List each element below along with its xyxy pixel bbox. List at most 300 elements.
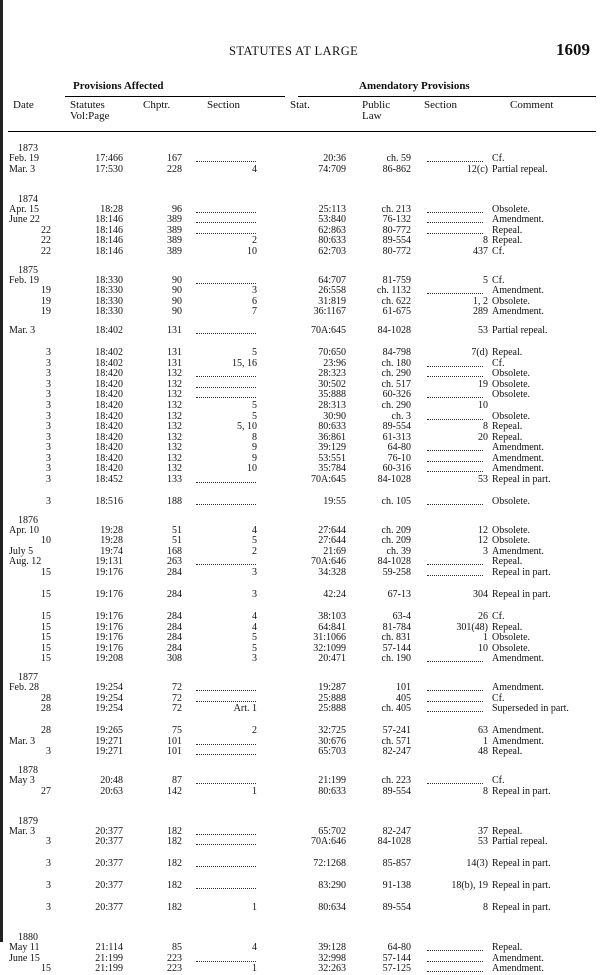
comment-cell: Obsolete. [492, 378, 531, 390]
public-law-cell: 76-132 [382, 214, 411, 226]
table-row [0, 964, 608, 975]
group-amendatory-provisions: Amendatory Provisions [359, 80, 470, 92]
date-cell: 3 [46, 442, 51, 454]
chapter-cell: 133 [167, 474, 182, 486]
leader-dots [427, 971, 483, 972]
stat-cell: 70A:646 [311, 556, 346, 568]
year-block [0, 143, 608, 187]
stat-cell: 31:819 [318, 295, 346, 307]
date-cell: 3 [46, 746, 51, 758]
leader-dots [427, 450, 483, 451]
chapter-cell: 101 [167, 735, 182, 747]
section-cell: 4 [252, 611, 257, 623]
statutes-cell: 19:254 [95, 692, 123, 704]
stat-cell: 28:313 [318, 399, 346, 411]
date-cell: 3 [46, 452, 51, 464]
date-cell: 3 [46, 463, 51, 475]
section-cell: Art. 1 [233, 703, 257, 715]
chapter-cell: 75 [172, 725, 182, 737]
public-law-cell: 81-759 [382, 274, 411, 286]
date-cell: 28 [41, 703, 51, 715]
date-cell: July 5 [9, 545, 34, 557]
statutes-cell: 18:420 [95, 378, 123, 390]
chapter-cell: 223 [167, 963, 182, 975]
chapter-cell: 389 [167, 214, 182, 226]
chapter-cell: 389 [167, 245, 182, 257]
chapter-cell: 263 [167, 556, 182, 568]
law-section-cell: 20 [478, 431, 488, 443]
date-cell: May 11 [9, 942, 40, 954]
law-section-cell: 26 [478, 611, 488, 623]
statutes-cell: 18:420 [95, 442, 123, 454]
law-section-cell: 304 [473, 589, 488, 601]
public-law-cell: ch. 571 [381, 735, 411, 747]
public-law-cell: ch. 405 [381, 703, 411, 715]
leader-dots [196, 690, 256, 691]
law-section-cell: 8 [483, 785, 488, 797]
law-section-cell: 63 [478, 725, 488, 737]
chapter-cell: 96 [172, 203, 182, 215]
chapter-cell: 188 [167, 496, 182, 508]
stat-cell: 53:840 [318, 214, 346, 226]
section-cell: 5 [252, 410, 257, 422]
leader-dots [196, 376, 256, 377]
section-cell: 10 [247, 463, 257, 475]
chapter-cell: 389 [167, 235, 182, 247]
public-law-cell: ch. 517 [381, 378, 411, 390]
public-law-cell: 84-1028 [377, 324, 411, 336]
comment-cell: Repeal in part. [492, 858, 551, 870]
comment-cell: Amendment. [492, 452, 544, 464]
stat-cell: 64:707 [318, 274, 346, 286]
leader-dots [427, 783, 483, 784]
stat-cell: 35:888 [318, 389, 346, 401]
leader-dots [196, 834, 256, 835]
stat-cell: 38:103 [318, 611, 346, 623]
stat-cell: 20:471 [318, 653, 346, 665]
stat-cell: 64:841 [318, 621, 346, 633]
chapter-cell: 72 [172, 703, 182, 715]
chapter-cell: 72 [172, 682, 182, 693]
leader-dots [427, 293, 483, 294]
chapter-cell: 284 [167, 621, 182, 633]
chapter-cell: 228 [167, 163, 182, 175]
comment-cell: Superseded in part. [492, 703, 569, 715]
stat-cell: 65:703 [318, 746, 346, 758]
chapter-cell: 132 [167, 431, 182, 443]
chapter-cell: 182 [167, 825, 182, 837]
leader-dots [427, 471, 483, 472]
law-section-cell: 14(3) [466, 858, 488, 870]
statutes-cell: 18:28 [100, 203, 123, 215]
stat-cell: 23:96 [323, 357, 346, 369]
date-cell: 3 [46, 431, 51, 443]
year-label: 1873 [18, 143, 38, 154]
group-provisions-affected: Provisions Affected [73, 80, 164, 92]
page-number: 1609 [556, 40, 590, 59]
chapter-cell: 284 [167, 567, 182, 579]
statutes-cell: 18:146 [95, 245, 123, 257]
leader-dots [427, 564, 483, 565]
leader-dots [196, 387, 256, 388]
law-section-cell: 8 [483, 235, 488, 247]
leader-dots [427, 376, 483, 377]
table-row [0, 747, 608, 758]
comment-cell: Repeal in part. [492, 567, 551, 579]
comment-cell: Amendment. [492, 682, 544, 693]
stat-cell: 30:502 [318, 378, 346, 390]
public-law-cell: 57-144 [382, 952, 411, 964]
header-public: Public [362, 99, 391, 111]
statutes-cell: 18:420 [95, 410, 123, 422]
statutes-cell: 18:452 [95, 474, 123, 486]
comment-cell: Cf. [492, 774, 505, 786]
section-cell: 3 [252, 567, 257, 579]
comment-cell: Repeal. [492, 431, 523, 443]
stat-cell: 80:633 [318, 785, 346, 797]
leader-dots [427, 701, 483, 702]
stat-cell: 21:69 [323, 545, 346, 557]
public-law-cell: ch. 105 [381, 496, 411, 508]
date-cell: 22 [41, 235, 51, 247]
section-cell: 7 [252, 306, 257, 318]
table-row [0, 326, 608, 348]
chapter-cell: 284 [167, 632, 182, 644]
column-headers [0, 100, 608, 130]
public-law-cell: ch. 39 [386, 545, 411, 557]
stat-cell: 70A:646 [311, 836, 346, 848]
header-law: Law [362, 110, 382, 122]
public-law-cell: 64-80 [387, 442, 411, 454]
chapter-cell: 284 [167, 589, 182, 601]
stat-cell: 70A:645 [311, 474, 346, 486]
year-label: 1878 [18, 764, 38, 776]
public-law-cell: 84-1028 [377, 556, 411, 568]
statutes-cell: 19:176 [95, 632, 123, 644]
statutes-cell: 19:176 [95, 567, 123, 579]
provisions-table [0, 136, 608, 975]
comment-cell: Repeal. [492, 556, 523, 568]
statutes-cell: 18:402 [95, 346, 123, 358]
chapter-cell: 182 [167, 902, 182, 914]
comment-cell: Repeal. [492, 224, 523, 236]
section-cell: 3 [252, 285, 257, 297]
date-cell: 10 [41, 535, 51, 547]
section-cell: 3 [252, 653, 257, 665]
leader-dots [427, 950, 483, 951]
comment-cell: Partial repeal. [492, 163, 548, 175]
date-cell: 15 [41, 632, 51, 644]
year-label: 1877 [18, 672, 38, 683]
comment-cell: Repeal in part. [492, 589, 551, 601]
comment-cell: Repeal. [492, 235, 523, 247]
stat-cell: 65:702 [318, 825, 346, 837]
stat-cell: 34:328 [318, 567, 346, 579]
law-section-cell: 8 [483, 421, 488, 433]
header-volpage: Vol:Page [70, 110, 110, 122]
stat-cell: 80:634 [318, 902, 346, 914]
public-law-cell: 81-784 [382, 621, 411, 633]
law-section-cell: 1 [483, 735, 488, 747]
date-cell: 3 [46, 902, 51, 914]
header-date: Date [13, 99, 34, 111]
stat-cell: 39:129 [318, 442, 346, 454]
stat-cell: 83:290 [318, 880, 346, 892]
public-law-cell: 89-554 [382, 902, 411, 914]
leader-dots [427, 212, 483, 213]
comment-cell: Cf. [492, 274, 505, 286]
public-law-cell: 61-313 [382, 431, 411, 443]
date-cell: Aug. 12 [9, 556, 42, 568]
year-block [0, 515, 608, 665]
date-cell: 3 [46, 357, 51, 369]
public-law-cell: 84-1028 [377, 474, 411, 486]
table-row [0, 776, 608, 787]
law-section-cell: 8 [483, 902, 488, 914]
date-cell: June 22 [9, 214, 40, 226]
leader-dots [196, 754, 256, 755]
public-law-cell: 91-138 [382, 880, 411, 892]
stat-cell: 32:998 [318, 952, 346, 964]
stat-cell: 21:199 [318, 774, 346, 786]
table-row [0, 943, 608, 954]
leader-dots [196, 161, 256, 162]
chapter-cell: 182 [167, 836, 182, 848]
statutes-cell: 19:254 [95, 703, 123, 715]
table-row [0, 704, 608, 726]
stat-cell: 28:323 [318, 368, 346, 380]
comment-cell: Obsolete. [492, 410, 531, 422]
statutes-cell: 18:420 [95, 452, 123, 464]
chapter-cell: 168 [167, 545, 182, 557]
chapter-cell: 142 [167, 785, 182, 797]
date-cell: 3 [46, 836, 51, 848]
chapter-cell: 132 [167, 410, 182, 422]
law-section-cell: 12 [478, 535, 488, 547]
stat-cell: 62:703 [318, 245, 346, 257]
stat-cell: 70A:645 [311, 324, 346, 336]
section-cell: 5 [252, 642, 257, 654]
leader-dots [427, 419, 483, 420]
chapter-cell: 223 [167, 952, 182, 964]
comment-cell: Amendment. [492, 463, 544, 475]
statutes-cell: 20:377 [95, 880, 123, 892]
date-cell: 15 [41, 611, 51, 623]
date-cell: Apr. 10 [9, 524, 39, 536]
group-rule-affected [65, 96, 285, 97]
date-cell: 27 [41, 785, 51, 797]
statutes-cell: 21:199 [95, 952, 123, 964]
header-statutes: Statutes [70, 99, 105, 111]
statutes-cell: 18:146 [95, 224, 123, 236]
comment-cell: Repeal. [492, 825, 523, 837]
stat-cell: 30:90 [323, 410, 346, 422]
comment-cell: Amendment. [492, 735, 544, 747]
statutes-cell: 19:254 [95, 682, 123, 693]
public-law-cell: ch. 213 [381, 203, 411, 215]
statutes-cell: 17:466 [95, 153, 123, 164]
statutes-cell: 21:199 [95, 963, 123, 975]
leader-dots [427, 397, 483, 398]
comment-cell: Repeal in part. [492, 902, 551, 914]
year-label: 1875 [18, 264, 38, 276]
statutes-cell: 19:271 [95, 735, 123, 747]
comment-cell: Cf. [492, 357, 505, 369]
comment-cell: Obsolete. [492, 524, 531, 536]
stat-cell: 62:863 [318, 224, 346, 236]
chapter-cell: 131 [167, 357, 182, 369]
section-cell: 5 [252, 399, 257, 411]
section-cell: 6 [252, 295, 257, 307]
comment-cell: Repeal in part. [492, 880, 551, 892]
stat-cell: 36:1167 [313, 306, 346, 318]
year-block [0, 765, 608, 809]
comment-cell: Repeal. [492, 942, 523, 954]
comment-cell: Cf. [492, 692, 505, 704]
date-cell: 19 [41, 285, 51, 297]
leader-dots [196, 333, 256, 334]
header-section: Section [207, 99, 240, 111]
chapter-cell: 284 [167, 611, 182, 623]
stat-cell: 74:709 [318, 163, 346, 175]
law-section-cell: 5 [483, 274, 488, 286]
date-cell: 3 [46, 880, 51, 892]
table-row [0, 236, 608, 247]
public-law-cell: ch. 831 [381, 632, 411, 644]
chapter-cell: 101 [167, 746, 182, 758]
statutes-cell: 21:114 [95, 942, 123, 954]
year-label: 1874 [18, 193, 38, 205]
date-cell: May 3 [9, 774, 35, 786]
date-cell: 3 [46, 346, 51, 358]
public-law-cell: 57-241 [382, 725, 411, 737]
statutes-cell: 18:330 [95, 274, 123, 286]
comment-cell: Obsolete. [492, 203, 531, 215]
statutes-cell: 20:377 [95, 858, 123, 870]
public-law-cell: ch. 59 [386, 153, 411, 164]
table-row [0, 348, 608, 359]
running-title: STATUTES AT LARGE [229, 44, 359, 58]
date-cell: 3 [46, 389, 51, 401]
statutes-cell: 18:420 [95, 431, 123, 443]
stat-cell: 32:263 [318, 963, 346, 975]
table-row [0, 568, 608, 590]
statutes-cell: 18:516 [95, 496, 123, 508]
chapter-cell: 308 [167, 653, 182, 665]
year-label: 1879 [18, 815, 38, 827]
statutes-cell: 19:271 [95, 746, 123, 758]
statutes-cell: 19:208 [95, 653, 123, 665]
law-section-cell: 53 [478, 836, 488, 848]
law-section-cell: 37 [478, 825, 488, 837]
leader-dots [196, 701, 256, 702]
leader-dots [427, 233, 483, 234]
public-law-cell: ch. 209 [381, 535, 411, 547]
comment-cell: Repeal. [492, 421, 523, 433]
public-law-cell: 63-4 [392, 611, 411, 623]
stat-cell: 27:644 [318, 535, 346, 547]
statutes-cell: 19:131 [95, 556, 123, 568]
section-cell: 3 [252, 589, 257, 601]
leader-dots [196, 482, 256, 483]
stat-cell: 19:55 [323, 496, 346, 508]
chapter-cell: 72 [172, 692, 182, 704]
section-cell: 15, 16 [232, 357, 257, 369]
date-cell: 3 [46, 368, 51, 380]
statutes-cell: 18:402 [95, 357, 123, 369]
public-law-cell: 89-554 [382, 785, 411, 797]
statutes-cell: 19:28 [100, 535, 123, 547]
law-section-cell: 7(d) [471, 346, 488, 358]
date-cell: 15 [41, 963, 51, 975]
law-section-cell: 12 [478, 524, 488, 536]
date-cell: 28 [41, 725, 51, 737]
comment-cell: Amendment. [492, 952, 544, 964]
table-row [0, 787, 608, 809]
chapter-cell: 131 [167, 324, 182, 336]
statutes-cell: 18:330 [95, 285, 123, 297]
section-cell: 4 [252, 524, 257, 536]
public-law-cell: 84-1028 [377, 836, 411, 848]
statutes-cell: 19:74 [100, 545, 123, 557]
stat-cell: 19:287 [318, 682, 346, 693]
comment-cell: Cf. [492, 245, 505, 257]
comment-cell: Cf. [492, 153, 505, 164]
date-cell: 15 [41, 567, 51, 579]
stat-cell: 25:888 [318, 703, 346, 715]
leader-dots [196, 888, 256, 889]
comment-cell: Obsolete. [492, 642, 531, 654]
section-cell: 4 [252, 942, 257, 954]
comment-cell: Amendment. [492, 285, 544, 297]
table-row [0, 154, 608, 165]
leader-dots [196, 233, 256, 234]
date-cell: Feb. 19 [9, 153, 39, 164]
public-law-cell: ch. 290 [381, 399, 411, 411]
public-law-cell: 84-798 [382, 346, 411, 358]
chapter-cell: 132 [167, 452, 182, 464]
header-comment: Comment [510, 99, 554, 111]
table-row [0, 247, 608, 258]
public-law-cell: ch. 290 [381, 368, 411, 380]
table-row [0, 307, 608, 318]
public-law-cell: ch. 209 [381, 524, 411, 536]
section-cell: 9 [252, 452, 257, 464]
chapter-cell: 284 [167, 642, 182, 654]
date-cell: 15 [41, 621, 51, 633]
date-cell: 3 [46, 858, 51, 870]
stat-cell: 80:633 [318, 421, 346, 433]
chapter-cell: 182 [167, 880, 182, 892]
public-law-cell: 101 [396, 682, 411, 693]
leader-dots [196, 564, 256, 565]
comment-cell: Repeal. [492, 621, 523, 633]
year-block [0, 265, 608, 508]
leader-dots [427, 461, 483, 462]
statutes-cell: 18:402 [95, 324, 123, 336]
law-section-cell: 19 [478, 378, 488, 390]
public-law-cell: ch. 1132 [376, 285, 411, 297]
leader-dots [427, 961, 483, 962]
public-law-cell: ch. 622 [381, 295, 411, 307]
statutes-cell: 20:377 [95, 902, 123, 914]
public-law-cell: ch. 180 [381, 357, 411, 369]
chapter-cell: 389 [167, 224, 182, 236]
year-block [0, 194, 608, 258]
table-row [0, 837, 608, 859]
leader-dots [196, 222, 256, 223]
table-row [0, 954, 608, 965]
